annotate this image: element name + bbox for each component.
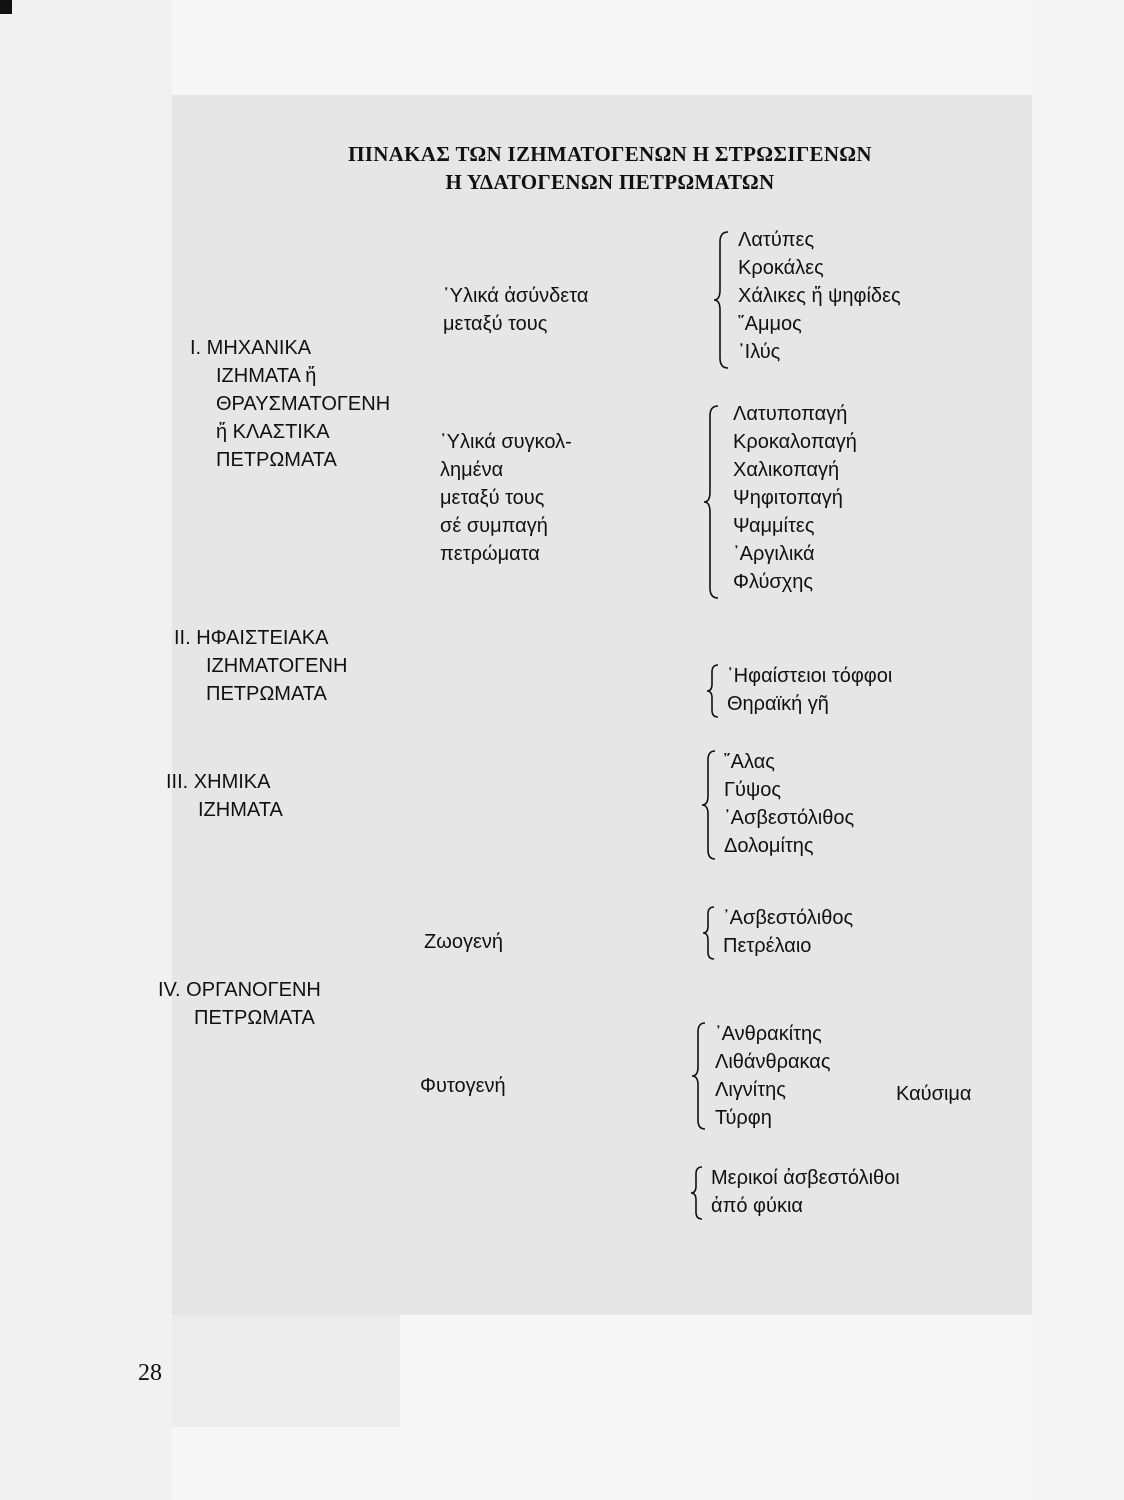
group-3-label-line: ΙΙΙ. ΧΗΜΙΚΑ xyxy=(166,771,271,793)
group-2-label-line: ΠΕΤΡΩΜΑΤΑ xyxy=(206,683,327,705)
group-3-label-line: ΙΖΗΜΑΤΑ xyxy=(198,799,283,821)
subgroup-label-line: μεταξύ τους xyxy=(440,487,545,509)
list-item: Πετρέλαιο xyxy=(723,935,812,957)
group-2-label-line: ΙΖΗΜΑΤΟΓΕΝΗ xyxy=(206,655,348,677)
subgroup-label-line: πετρώματα xyxy=(440,543,540,565)
zoogenic-label xyxy=(424,928,503,956)
group-2-label-line: ΙΙ. ΗΦΑΙΣΤΕΙΑΚΑ xyxy=(174,627,329,649)
algal-limestone-list xyxy=(711,1164,900,1220)
list-item: ῞Αμμος xyxy=(738,313,802,335)
group-1-label xyxy=(190,334,390,474)
page-margin-right xyxy=(1032,0,1124,1500)
list-item: Γύψος xyxy=(724,779,781,801)
subgroup-loose-label xyxy=(443,282,588,338)
group-1-label-line: ΠΕΤΡΩΜΑΤΑ xyxy=(216,449,337,471)
group-1-label-line: Ι. ΜΗΧΑΝΙΚΑ xyxy=(190,337,312,359)
group-4-label-line: ΙV. ΟΡΓΑΝΟΓΕΝΗ xyxy=(158,979,321,1001)
volcanic-list xyxy=(727,662,892,718)
list-item: Ψηφιτοπαγή xyxy=(733,487,843,509)
list-item: ᾿Ανθρακίτης xyxy=(715,1023,822,1045)
subgroup-label-line: Ζωογενή xyxy=(424,931,503,953)
cemented-rocks-list xyxy=(733,400,857,596)
group-3-label xyxy=(166,768,283,824)
zoogenic-list xyxy=(723,904,853,960)
subgroup-label-line: Φυτογενή xyxy=(420,1075,506,1097)
list-item: Χαλικοπαγή xyxy=(733,459,840,481)
page-number: 28 xyxy=(138,1360,162,1386)
group-4-label xyxy=(158,976,321,1032)
list-item: ᾿Ασβεστόλιθος xyxy=(723,907,854,929)
brace xyxy=(702,402,722,602)
list-item: Δολομίτης xyxy=(724,835,814,857)
brace xyxy=(700,904,718,962)
phytogenic-label xyxy=(420,1072,506,1100)
group-1-label-line: ἤ ΚΛΑΣΤΙΚΑ xyxy=(216,421,330,443)
subgroup-label-line: λημένα xyxy=(440,459,504,481)
list-item: Λιθάνθρακας xyxy=(715,1051,831,1073)
group-4-label-line: ΠΕΤΡΩΜΑΤΑ xyxy=(194,1007,315,1029)
brace xyxy=(700,748,720,862)
chemical-list xyxy=(724,748,854,860)
subgroup-label-line: ῾Υλικά ἀσύνδετα xyxy=(443,285,589,307)
list-item: ῾Ηφαίστειοι τόφφοι xyxy=(727,665,893,687)
subgroup-cemented-label xyxy=(440,428,572,568)
list-item: ῞Αλας xyxy=(724,751,775,773)
brace xyxy=(688,1164,706,1222)
table-title-line-2: Η ΥΔΑΤΟΓΕΝΩΝ ΠΕΤΡΩΜΑΤΩΝ xyxy=(445,170,775,194)
list-item: ᾿Ασβεστόλιθος xyxy=(724,807,855,829)
list-item: Ψαμμίτες xyxy=(733,515,815,537)
list-item: Κροκαλοπαγή xyxy=(733,431,857,453)
list-item: ἀπό φύκια xyxy=(711,1195,803,1217)
bleed-through-shading-bottom xyxy=(172,1315,400,1427)
subgroup-label-line: ῾Υλικά συγκολ- xyxy=(440,431,572,453)
list-item: Λατύπες xyxy=(738,229,815,251)
list-item: Μερικοί ἀσβεστόλιθοι xyxy=(711,1167,900,1189)
list-item: Λιγνίτης xyxy=(715,1079,786,1101)
subgroup-label-line: μεταξύ τους xyxy=(443,313,548,335)
group-2-label xyxy=(174,624,347,708)
fuels-note-text: Καύσιμα xyxy=(896,1083,972,1105)
page-margin-left xyxy=(0,0,172,1500)
brace xyxy=(712,228,732,372)
list-item: Κροκάλες xyxy=(738,257,824,279)
list-item: ᾿Αργιλικά xyxy=(733,543,815,565)
brace xyxy=(704,662,722,720)
group-1-label-line: ΙΖΗΜΑΤΑ ἤ xyxy=(216,365,317,387)
list-item: Θηραϊκή γῆ xyxy=(727,693,829,715)
list-item: ᾿Ιλύς xyxy=(738,341,781,363)
group-1-label-line: ΘΡΑΥΣΜΑΤΟΓΕΝΗ xyxy=(216,393,391,415)
scan-corner-mark xyxy=(0,0,12,14)
subgroup-label-line: σέ συμπαγή xyxy=(440,515,548,537)
loose-materials-list xyxy=(738,226,901,366)
list-item: Τύρφη xyxy=(715,1107,772,1129)
list-item: Λατυποπαγή xyxy=(733,403,848,425)
phytogenic-list xyxy=(715,1020,831,1132)
list-item: Χάλικες ἤ ψηφίδες xyxy=(738,285,901,307)
brace xyxy=(690,1020,710,1132)
table-title-line-1: ΠΙΝΑΚΑΣ ΤΩΝ ΙΖΗΜΑΤΟΓΕΝΩΝ Η ΣΤΡΩΣΙΓΕΝΩΝ xyxy=(348,142,872,166)
list-item: Φλύσχης xyxy=(733,571,814,593)
